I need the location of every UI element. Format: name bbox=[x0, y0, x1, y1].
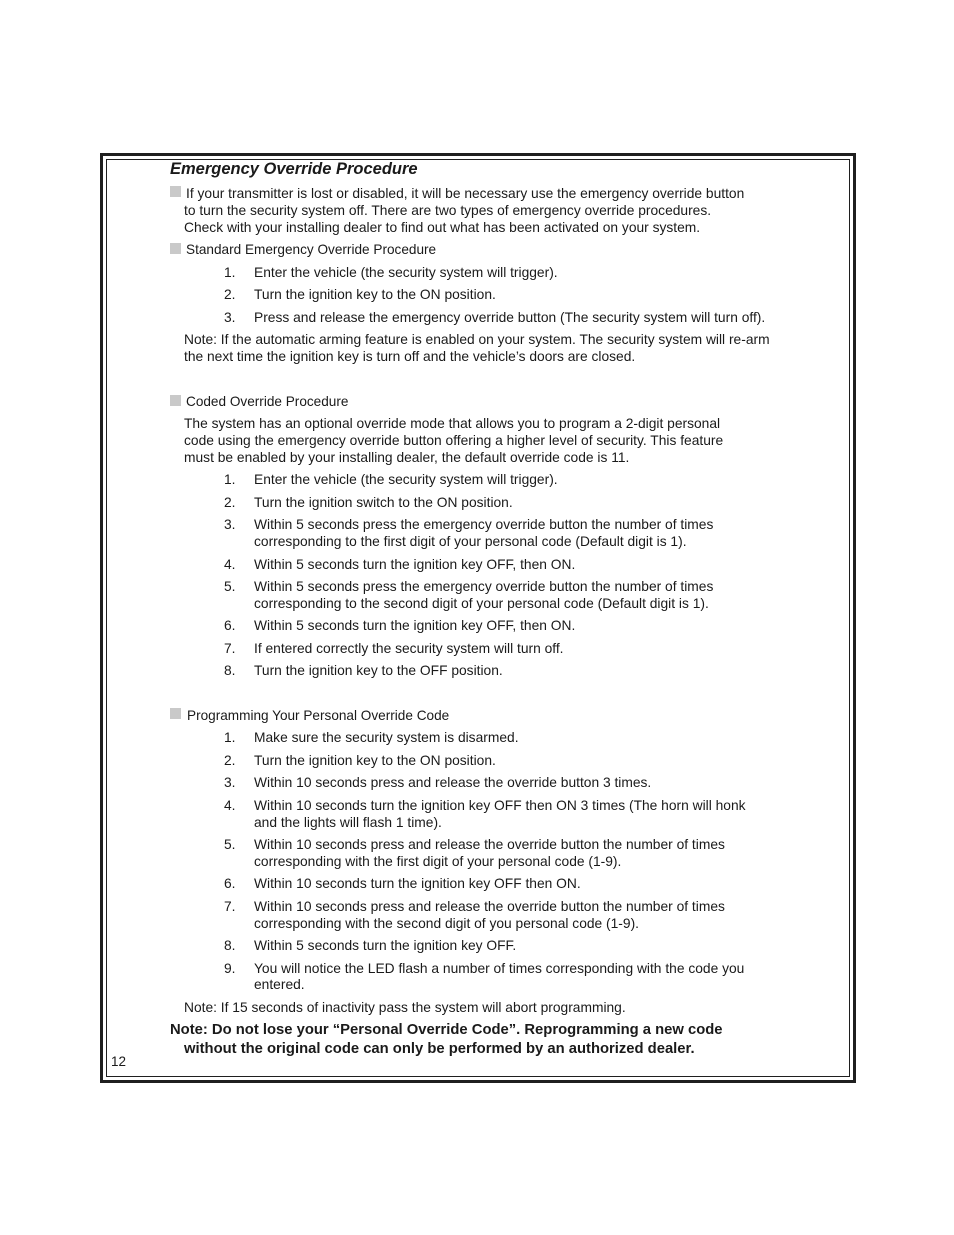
standard-note-line: the next time the ignition key is turn off and the vehicle’s doors are closed. bbox=[184, 349, 636, 364]
step-text: entered. bbox=[254, 977, 305, 992]
step-number: 6. bbox=[224, 618, 236, 633]
step-number: 3. bbox=[224, 775, 236, 790]
step-text: Within 5 seconds turn the ignition key OFF. bbox=[254, 938, 517, 953]
page-number: 12 bbox=[111, 1054, 127, 1069]
final-note-line: Note: Do not lose your “Personal Override Code”. Reprogramming a new code bbox=[170, 1022, 723, 1038]
coded-description-line: The system has an optional override mode that allows you to program a 2-digit personal bbox=[184, 416, 721, 431]
step-number: 1. bbox=[224, 265, 236, 280]
programming-heading: Programming Your Personal Override Code bbox=[187, 708, 450, 723]
step-number: 4. bbox=[224, 557, 236, 572]
step-number: 7. bbox=[224, 641, 236, 656]
step-number: 2. bbox=[224, 495, 236, 510]
step-number: 3. bbox=[224, 517, 236, 532]
step-text: and the lights will flash 1 time). bbox=[254, 815, 442, 830]
intro-line: If your transmitter is lost or disabled, it will be necessary use the emergency override button bbox=[186, 186, 745, 201]
step-text: Within 10 seconds press and release the override button the number of times bbox=[254, 837, 725, 852]
standard-note-line: Note: If the automatic arming feature is enabled on your system. The security system will re-arm bbox=[184, 332, 770, 347]
step-text: corresponding with the first digit of your personal code (1-9). bbox=[254, 854, 622, 869]
standard-heading: Standard Emergency Override Procedure bbox=[186, 242, 437, 257]
step-text: Enter the vehicle (the security system will trigger). bbox=[254, 472, 558, 487]
coded-description-line: must be enabled by your installing dealer, the default override code is 11. bbox=[184, 450, 630, 465]
programming-note: Note: If 15 seconds of inactivity pass the system will abort programming. bbox=[184, 1000, 626, 1015]
step-text: Turn the ignition key to the OFF position. bbox=[254, 663, 503, 678]
step-number: 8. bbox=[224, 663, 236, 678]
coded-heading: Coded Override Procedure bbox=[186, 394, 349, 409]
bullet-square-icon bbox=[170, 395, 181, 406]
step-text: Within 5 seconds turn the ignition key OFF, then ON. bbox=[254, 557, 576, 572]
step-number: 3. bbox=[224, 310, 236, 325]
step-text: Within 5 seconds press the emergency override button the number of times bbox=[254, 517, 714, 532]
step-text: Turn the ignition key to the ON position. bbox=[254, 753, 496, 768]
step-text: Turn the ignition switch to the ON position. bbox=[254, 495, 513, 510]
step-number: 2. bbox=[224, 753, 236, 768]
step-number: 8. bbox=[224, 938, 236, 953]
step-number: 1. bbox=[224, 730, 236, 745]
step-text: Enter the vehicle (the security system will trigger). bbox=[254, 265, 558, 280]
step-number: 2. bbox=[224, 287, 236, 302]
step-text: Within 10 seconds press and release the override button the number of times bbox=[254, 899, 725, 914]
step-text: Make sure the security system is disarmed. bbox=[254, 730, 519, 745]
step-text: corresponding to the second digit of your personal code (Default digit is 1). bbox=[254, 596, 709, 611]
step-number: 9. bbox=[224, 961, 236, 976]
bullet-square-icon bbox=[170, 186, 181, 197]
intro-line: to turn the security system off. There are two types of emergency override procedures. bbox=[184, 203, 712, 218]
step-text: corresponding with the second digit of you personal code (1-9). bbox=[254, 916, 640, 931]
bullet-square-icon bbox=[170, 243, 181, 254]
step-text: Within 10 seconds press and release the override button 3 times. bbox=[254, 775, 652, 790]
step-number: 5. bbox=[224, 579, 236, 594]
final-note-line: without the original code can only be performed by an authorized dealer. bbox=[184, 1041, 695, 1057]
step-text: corresponding to the first digit of your personal code (Default digit is 1). bbox=[254, 534, 687, 549]
section-title: Emergency Override Procedure bbox=[170, 160, 418, 178]
step-text: Turn the ignition key to the ON position. bbox=[254, 287, 496, 302]
step-text: Within 5 seconds turn the ignition key OFF, then ON. bbox=[254, 618, 576, 633]
step-number: 1. bbox=[224, 472, 236, 487]
intro-line: Check with your installing dealer to find out what has been activated on your system. bbox=[184, 220, 701, 235]
bullet-square-icon bbox=[170, 708, 181, 719]
step-text: You will notice the LED flash a number of times corresponding with the code you bbox=[254, 961, 745, 976]
step-text: Within 10 seconds turn the ignition key OFF then ON. bbox=[254, 876, 581, 891]
step-number: 7. bbox=[224, 899, 236, 914]
step-text: Within 5 seconds press the emergency override button the number of times bbox=[254, 579, 714, 594]
step-number: 6. bbox=[224, 876, 236, 891]
step-number: 4. bbox=[224, 798, 236, 813]
step-text: Within 10 seconds turn the ignition key OFF then ON 3 times (The horn will honk bbox=[254, 798, 746, 813]
step-text: Press and release the emergency override button (The security system will turn off). bbox=[254, 310, 766, 325]
coded-description-line: code using the emergency override button offering a higher level of security. This feature bbox=[184, 433, 724, 448]
step-number: 5. bbox=[224, 837, 236, 852]
step-text: If entered correctly the security system will turn off. bbox=[254, 641, 564, 656]
